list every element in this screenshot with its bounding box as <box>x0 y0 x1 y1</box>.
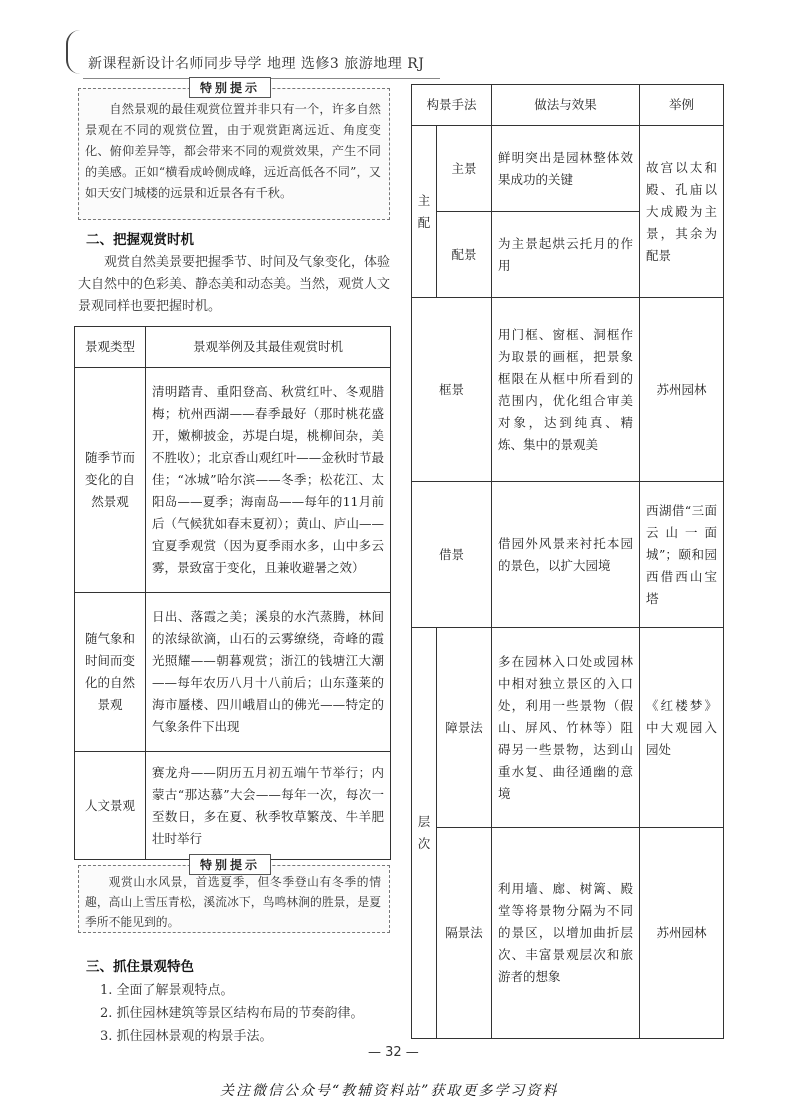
landscape-type: 随季节而变化的自然景观 <box>75 368 146 593</box>
running-title: 新课程新设计名师同步导学 地理 选修3 旅游地理 RJ <box>88 56 425 72</box>
landscape-detail: 赛龙舟——阴历五月初五端午节举行；内蒙古“那达慕”大会——每年一次，每次一至数日，多在夏、秋季牧草繁茂、牛羊肥壮时举行 <box>146 752 391 860</box>
table-header-row <box>412 85 724 126</box>
list-item: 1. 全面了解景观特点。 <box>100 983 234 998</box>
technique-method: 利用墙、廊、树篱、殿堂等将景物分隔为不同的景区，以增加曲折层次、丰富景观层次和旅游者的想象 <box>492 828 640 1039</box>
technique-name: 借景 <box>412 482 492 628</box>
column-header: 景观举例及其最佳观赏时机 <box>146 327 391 368</box>
technique-name: 障景法 <box>437 628 492 828</box>
technique-name: 框景 <box>412 298 492 482</box>
composition-table <box>411 84 724 1039</box>
table-row <box>412 628 724 828</box>
table-row <box>75 593 391 752</box>
landscape-detail: 清明踏青、重阳登高、秋赏红叶、冬观腊梅；杭州西湖——春季最好（那时桃花盛开，嫩柳披金，苏堤白堤，桃柳间杂，美不胜收）；北京香山观红叶——金秋时节最佳；“冰城”哈尔滨——冬季；松花江、太阳岛——夏季；海南岛——每年的11月前后（气候犹如春末夏初）；黄山、庐山——宜夏季观赏（因为夏季雨水多，山中多云雾，景致富于变化，且兼收避暑之效） <box>146 368 391 593</box>
section-paragraph-timing: 观赏自然美景要把握季节、时间及气象变化，体验大自然中的色彩美、静态美和动态美。当然，观赏人文景观同样也要把握时机。 <box>78 255 391 314</box>
technique-method: 为主景起烘云托月的作用 <box>492 212 640 298</box>
note-text: 观赏山水风景，首选夏季，但冬季登山有冬季的情趣，高山上雪压青松，溪流冰下，鸟鸣林涧的胜景，是夏季所不能见到的。 <box>85 875 381 929</box>
note-text: 自然景观的最佳观赏位置并非只有一个，许多自然景观在不同的观赏位置，由于观赏距离远近、角度变化、俯仰差异等，都会带来不同的观赏效果，产生不同的美感。正如“横看成岭侧成峰，远近高低各不同”，又如天安门城楼的远景和近景各有千秋。 <box>85 102 381 200</box>
technique-example: 故宫以太和殿、孔庙以大成殿为主景，其余为配景 <box>640 126 724 298</box>
section-heading-features: 三、抓住景观特色 <box>86 959 194 975</box>
technique-example: 苏州园林 <box>640 828 724 1039</box>
technique-example: 西湖借“三面云山一面城”；颐和园西借西山宝塔 <box>640 482 724 628</box>
column-header: 做法与效果 <box>492 85 640 126</box>
landscape-type: 随气象和时间而变化的自然景观 <box>75 593 146 752</box>
technique-name: 配景 <box>437 212 492 298</box>
group-label: 层次 <box>412 628 437 1039</box>
technique-method: 多在园林入口处或园林中相对独立景区的入口处，利用一些景物（假山、屏风、竹林等）阻碍另一些景物，达到山重水复、曲径通幽的意境 <box>492 628 640 828</box>
technique-name: 主景 <box>437 126 492 212</box>
technique-example: 苏州园林 <box>640 298 724 482</box>
technique-name: 隔景法 <box>437 828 492 1039</box>
list-item: 2. 抓住园林建筑等景区结构布局的节奏韵律。 <box>100 1006 364 1021</box>
list-item: 3. 抓住园林景观的构景手法。 <box>100 1029 273 1044</box>
table-header-row <box>75 327 391 368</box>
technique-method: 鲜明突出是园林整体效果成功的关键 <box>492 126 640 212</box>
note-box-2 <box>78 858 390 933</box>
technique-example: 《红楼梦》中大观园入园处 <box>640 628 724 828</box>
table-row <box>412 828 724 1039</box>
table-row <box>75 368 391 593</box>
table-row <box>412 126 724 212</box>
note-title: 特别提示 <box>189 77 271 98</box>
landscape-detail: 日出、落霞之美；溪泉的水汽蒸腾，林间的浓绿欲滴，山石的云雾缭绕，奇峰的霞光照耀——朝暮观赏；浙江的钱塘江大潮——每年农历八月十八前后；山东蓬莱的海市蜃楼、四川峨眉山的佛光——特定的气象条件下出现 <box>146 593 391 752</box>
technique-method: 借园外风景来衬托本园的景色，以扩大园境 <box>492 482 640 628</box>
timing-table <box>74 326 391 860</box>
landscape-type: 人文景观 <box>75 752 146 860</box>
page-number: — 32 — <box>368 1045 419 1060</box>
column-header: 景观类型 <box>75 327 146 368</box>
footer-note: 关注微信公众号“教辅资料站”获取更多学习资料 <box>220 1083 559 1099</box>
note-box-1 <box>78 81 390 220</box>
note-title: 特别提示 <box>189 854 271 875</box>
column-header: 构景手法 <box>412 85 492 126</box>
section-heading-timing: 二、把握观赏时机 <box>86 232 194 248</box>
technique-method: 用门框、窗框、洞框作为取景的画框，把景象框限在从框中所看到的范围内，优化组合审美对象，达到纯真、精炼、集中的景观美 <box>492 298 640 482</box>
table-row <box>412 482 724 628</box>
table-row <box>412 298 724 482</box>
table-row <box>75 752 391 860</box>
group-label: 主配 <box>412 126 437 298</box>
column-header: 举例 <box>640 85 724 126</box>
header-decoration <box>66 30 82 74</box>
